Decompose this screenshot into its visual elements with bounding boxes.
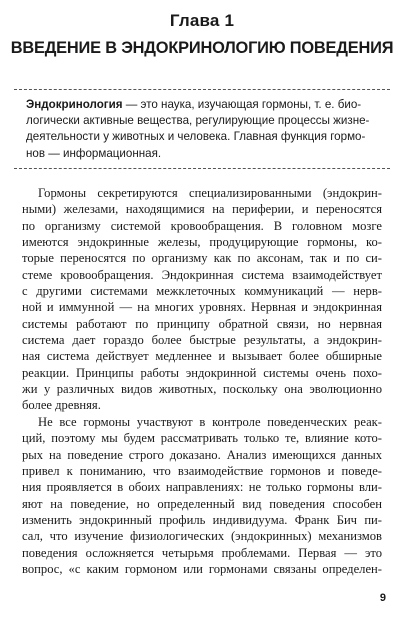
abstract-line xyxy=(26,97,390,113)
chapter-title: ВВЕДЕНИЕ В ЭНДОКРИНОЛОГИЮ ПОВЕДЕНИЯ xyxy=(10,39,394,57)
body-text xyxy=(22,185,382,577)
abstract-term: Эндокринология xyxy=(26,98,123,111)
text-line: ная система действует медленнее и вызывает более обширные xyxy=(22,349,382,364)
text-line: стеме кровообращения. Эндокринная система взаимодействует xyxy=(22,267,382,282)
text-line: Не все гормоны участвуют в контроле поведенческих реак- xyxy=(38,414,382,429)
text-line: изменить эндокринный профиль индивидуума. Франк Бич пи- xyxy=(22,512,382,527)
paragraph-1 xyxy=(22,185,382,414)
abstract-box xyxy=(14,89,390,169)
paragraph-2 xyxy=(22,414,382,577)
text-line: ной и иммунной — на многих уровнях. Нервная и эндокринная xyxy=(22,300,382,315)
abstract-line: логически активные вещества, регулирующие процессы жизне- xyxy=(26,114,370,128)
text-line: более древняя. xyxy=(22,398,101,413)
text-line: реакции. Принципы работы эндокринной системы очень похо- xyxy=(22,365,382,380)
abstract-line: нов — информационная. xyxy=(26,146,162,160)
text-line: привел к пониманию, что взаимодействие гормонов и поведе- xyxy=(22,463,382,478)
text-line: яют на поведение, но определенный вид поведения способен xyxy=(22,496,382,511)
text-line: Гормоны секретируются специализированными (эндокрин- xyxy=(38,186,382,200)
text-line: ния проявляется в обоих направлениях: не только гормоны вли- xyxy=(22,480,382,495)
chapter-label: Глава 1 xyxy=(169,11,235,30)
text-line: ций, поэтому мы будем рассматривать только те, влияние кото- xyxy=(22,431,382,446)
text-line: вопрос, «с каким гормоном или гормонами связаны определен- xyxy=(22,561,382,576)
text-line: системы работают по принципу обратной связи, но нервная xyxy=(22,316,382,331)
text-line: сал, что изучение физиологических (эндокринных) механизмов xyxy=(22,529,382,544)
text-line: по организму системой кровообращения. В головном мозге xyxy=(22,218,382,233)
text-line: ными) железами, находящимися на периферии, и переносятся xyxy=(22,202,382,217)
text-line: рых на поведение строго доказано. Анализ имеющихся данных xyxy=(22,447,382,462)
page-number: 9 xyxy=(379,592,386,604)
abstract-first-line: — это наука, изучающая гормоны, т. е. био- xyxy=(122,98,362,111)
text-line: поведения осложняется четырьмя проблемами. Первая — это xyxy=(22,545,382,560)
text-line: жи у различных видов животных, поскольку она эволюционно xyxy=(22,382,382,397)
text-line: система дает гораздо более быстрые результаты, а эндокрин- xyxy=(22,333,382,348)
text-line: имеются эндокринные железы, продуцирующие гормоны, ко- xyxy=(22,235,382,250)
text-line: с другими системами межклеточных коммуникаций — нерв- xyxy=(22,284,382,299)
text-line: торые переносятся по организму как по аксонам, так и по си- xyxy=(22,251,382,266)
abstract-line: деятельности у животных и человека. Главная функция гормо- xyxy=(26,130,366,144)
